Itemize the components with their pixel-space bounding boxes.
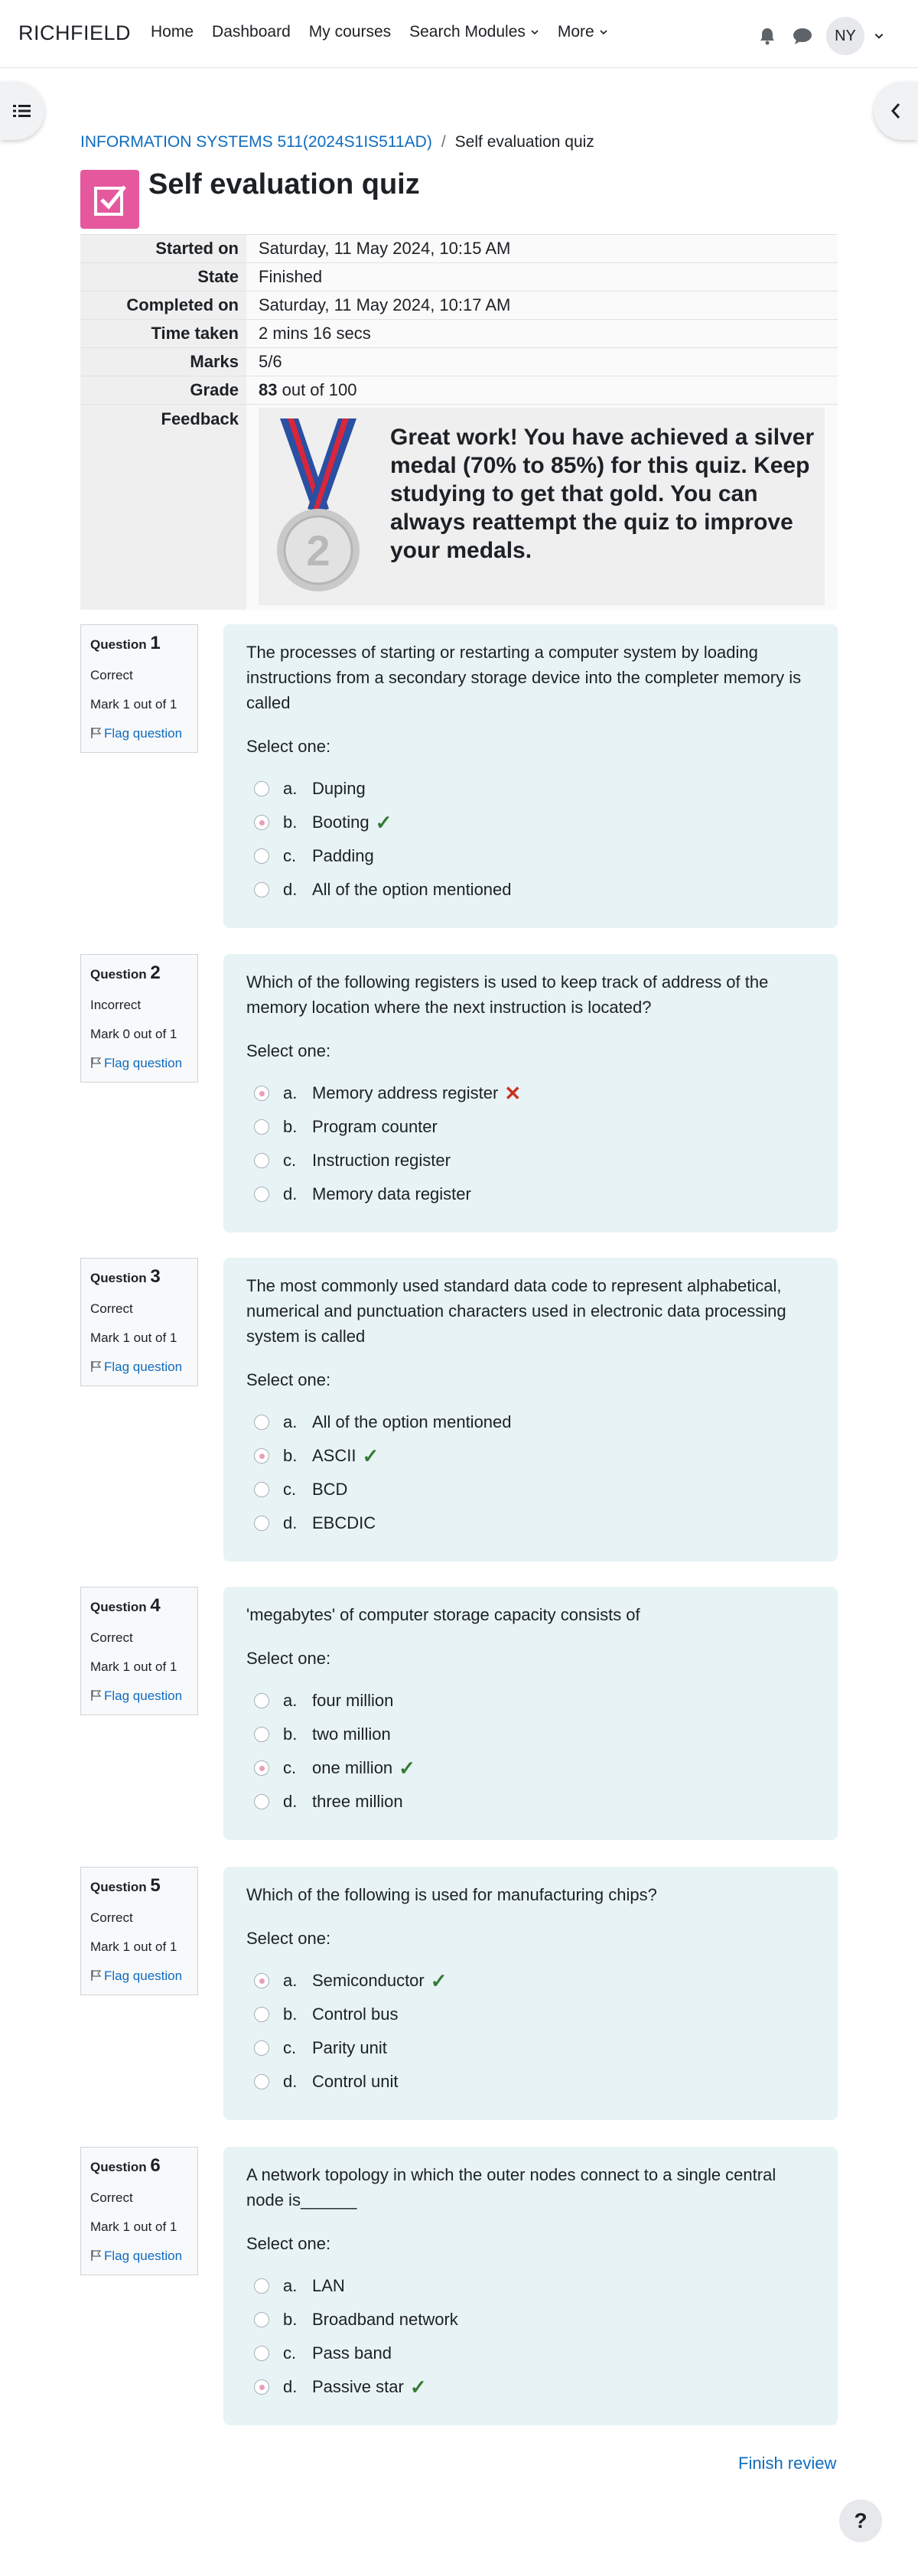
question-number: [90, 633, 190, 654]
answer-radio[interactable]: [254, 2007, 269, 2022]
answer-letter: d.: [283, 1513, 298, 1532]
correct-check-icon: ✓: [362, 1444, 379, 1467]
summary-row-completed: [80, 291, 838, 320]
question-info-4: [80, 1587, 198, 1715]
question-text: Which of the following is used for manufacturing chips?: [246, 1885, 657, 1904]
select-one-prompt: Select one:: [246, 1041, 331, 1060]
marks-value: 5/6: [246, 348, 838, 376]
answer-text: Semiconductor: [312, 1971, 425, 1990]
question-content-2: [223, 954, 838, 1233]
answer-option[interactable]: [246, 2269, 815, 2303]
breadcrumb: [80, 133, 594, 151]
answer-option[interactable]: [246, 1177, 815, 1211]
answer-radio[interactable]: [254, 1727, 269, 1742]
answer-letter: a.: [283, 1691, 298, 1710]
question-state: Correct: [90, 1301, 133, 1316]
flag-icon: [90, 1360, 103, 1373]
answer-letter: a.: [283, 1971, 298, 1990]
chevron-down-icon: [530, 28, 539, 37]
answer-text: Control unit: [312, 2072, 399, 2091]
answer-radio[interactable]: [254, 1482, 269, 1497]
nav-search-modules-label: Search Modules: [409, 23, 526, 41]
correct-check-icon: ✓: [375, 810, 392, 834]
breadcrumb-separator: /: [441, 133, 446, 151]
summary-row-grade: [80, 376, 838, 405]
nav-my-courses-label: My courses: [308, 23, 392, 41]
answer-text: two million: [312, 1724, 391, 1744]
summary-row-started: [80, 235, 838, 263]
answer-radio-selected[interactable]: [254, 1086, 269, 1101]
answer-radio[interactable]: [254, 882, 269, 897]
answer-radio[interactable]: [254, 1119, 269, 1135]
answer-text: Broadband network: [312, 2310, 458, 2329]
answer-text: Duping: [312, 779, 366, 798]
question-label: Question: [90, 2160, 147, 2174]
answer-option[interactable]: [246, 1110, 815, 1144]
question-mark: Mark 1 out of 1: [90, 1330, 177, 1345]
answer-radio[interactable]: [254, 1187, 269, 1202]
list-icon: [13, 103, 31, 119]
answer-letter: d.: [283, 880, 298, 899]
answer-radio[interactable]: [254, 2346, 269, 2361]
answer-text: four million: [312, 1691, 394, 1710]
flag-question-link[interactable]: [90, 2247, 190, 2265]
summary-row-time: [80, 320, 838, 348]
answer-radio[interactable]: [254, 2312, 269, 2327]
correct-check-icon: ✓: [409, 2375, 427, 2399]
question-label: Question: [90, 1600, 147, 1614]
question-number-value: 1: [150, 633, 161, 653]
question-mark: Mark 1 out of 1: [90, 1939, 177, 1954]
user-area: [756, 17, 884, 55]
question-info-2: [80, 954, 198, 1083]
question-label: Question: [90, 1880, 147, 1894]
answer-text: Memory address register: [312, 1083, 499, 1102]
flag-question-link[interactable]: [90, 725, 190, 743]
answer-text: Parity unit: [312, 2038, 387, 2057]
course-index-toggle[interactable]: [0, 82, 44, 140]
answer-text: EBCDIC: [312, 1513, 376, 1532]
flag-icon: [90, 1969, 103, 1982]
answer-option[interactable]: [246, 839, 815, 873]
question-text: The processes of starting or restarting a computer system by loading instructions from a secondary storage device into the completer memory is called: [246, 643, 802, 712]
question-number-value: 5: [150, 1875, 161, 1896]
answer-option[interactable]: [246, 2031, 815, 2065]
answer-radio-selected[interactable]: [254, 2379, 269, 2395]
answer-letter: d.: [283, 1184, 298, 1203]
answer-text: one million: [312, 1758, 393, 1777]
answer-option[interactable]: [246, 1718, 815, 1751]
flag-question-label: Flag question: [104, 1056, 183, 1070]
grade-out-of: out of 100: [277, 380, 357, 399]
answer-text: Control bus: [312, 2004, 399, 2024]
question-text: Which of the following registers is used to keep track of address of the memory location where the next instruction is located?: [246, 972, 769, 1017]
answer-letter: c.: [283, 2343, 297, 2363]
answer-text: three million: [312, 1792, 403, 1811]
question-text: 'megabytes' of computer storage capacity consists of: [246, 1605, 640, 1624]
answer-letter: b.: [283, 2310, 298, 2329]
answer-text: Pass band: [312, 2343, 392, 2363]
answer-option[interactable]: [246, 1076, 815, 1110]
answer-radio[interactable]: [254, 1153, 269, 1168]
select-one-prompt: Select one:: [246, 737, 331, 756]
question-info-3: [80, 1258, 198, 1386]
answer-option[interactable]: [246, 2303, 815, 2337]
nav-dashboard-label: Dashboard: [212, 23, 291, 41]
answer-option[interactable]: [246, 2337, 815, 2370]
answer-option[interactable]: [246, 2370, 815, 2404]
silver-medal-icon: [272, 418, 364, 596]
answer-option[interactable]: [246, 1405, 815, 1439]
answer-letter: c.: [283, 2038, 297, 2057]
question-label: Question: [90, 637, 147, 652]
breadcrumb-course-link[interactable]: INFORMATION SYSTEMS 511(2024S1IS511AD): [80, 133, 432, 151]
medal-number: 2: [306, 526, 330, 575]
answer-option[interactable]: [246, 1506, 815, 1540]
messages-chat-icon[interactable]: [791, 24, 814, 47]
answer-radio[interactable]: [254, 2040, 269, 2056]
help-button[interactable]: ?: [839, 2499, 882, 2542]
completed-label: Completed on: [80, 291, 246, 320]
question-content-3: [223, 1258, 838, 1562]
answer-option[interactable]: [246, 1144, 815, 1177]
answer-text: Program counter: [312, 1117, 438, 1136]
answer-letter: b.: [283, 1446, 298, 1465]
question-mark: Mark 0 out of 1: [90, 1027, 177, 1041]
answer-letter: b.: [283, 2004, 298, 2024]
select-one-prompt: Select one:: [246, 2234, 331, 2253]
nav-more-label: More: [557, 23, 594, 41]
question-state: Correct: [90, 668, 133, 682]
correct-check-icon: ✓: [399, 1756, 415, 1780]
incorrect-cross-icon: ✕: [504, 1081, 522, 1105]
answer-letter: a.: [283, 1083, 298, 1102]
time-value: 2 mins 16 secs: [246, 320, 838, 348]
chevron-left-icon: [889, 102, 903, 120]
answer-letter: d.: [283, 2377, 298, 2396]
primary-navigation: [151, 23, 627, 41]
question-text: The most commonly used standard data code to represent alphabetical, numerical and punctuation characters used in electronic data processing system is called: [246, 1276, 786, 1346]
question-number: [90, 1266, 190, 1288]
site-brand[interactable]: RICHFIELD: [18, 21, 132, 44]
nav-search-modules[interactable]: [409, 23, 539, 41]
nav-dashboard[interactable]: [212, 23, 291, 41]
user-avatar[interactable]: NY: [826, 17, 864, 55]
answer-option[interactable]: [246, 1684, 815, 1718]
question-number: [90, 2155, 190, 2177]
answer-option[interactable]: [246, 2065, 815, 2099]
answer-option[interactable]: [246, 1439, 815, 1473]
answer-radio[interactable]: [254, 2278, 269, 2294]
flag-question-label: Flag question: [104, 2249, 183, 2263]
answer-letter: a.: [283, 779, 298, 798]
completed-value: Saturday, 11 May 2024, 10:17 AM: [246, 291, 838, 320]
answer-option[interactable]: [246, 772, 815, 806]
answer-option[interactable]: [246, 1964, 815, 1998]
answer-letter: c.: [283, 846, 297, 865]
question-mark: Mark 1 out of 1: [90, 697, 177, 712]
select-one-prompt: Select one:: [246, 1370, 331, 1389]
attempt-summary-table: [80, 234, 838, 610]
summary-row-marks: [80, 348, 838, 376]
question-state: Correct: [90, 1910, 133, 1925]
chevron-down-icon[interactable]: [874, 31, 884, 41]
flag-icon: [90, 1689, 103, 1702]
flag-question-label: Flag question: [104, 726, 183, 741]
flag-question-link[interactable]: [90, 1054, 190, 1073]
question-content-1: [223, 624, 838, 928]
question-number: [90, 962, 190, 984]
answer-text: LAN: [312, 2276, 345, 2295]
question-number-value: 4: [150, 1595, 161, 1616]
answer-radio[interactable]: [254, 781, 269, 796]
answer-letter: a.: [283, 1412, 298, 1431]
feedback-box: [259, 408, 825, 605]
answer-radio-selected[interactable]: [254, 1973, 269, 1988]
grade-score: 83: [259, 380, 278, 399]
feedback-message: Great work! You have achieved a silver medal (70% to 85%) for this quiz. Keep studying to get that gold. You can always reattempt the quiz to improve your medals.: [390, 425, 815, 563]
answer-letter: d.: [283, 1792, 298, 1811]
answer-radio-selected[interactable]: [254, 815, 269, 830]
flag-question-label: Flag question: [104, 1969, 183, 1983]
grade-label: Grade: [80, 376, 246, 405]
page-title: Self evaluation quiz: [148, 168, 420, 200]
answer-letter: b.: [283, 813, 298, 832]
answer-radio[interactable]: [254, 2074, 269, 2089]
question-content-4: [223, 1587, 838, 1840]
started-label: Started on: [80, 235, 246, 263]
flag-icon: [90, 727, 103, 739]
question-label: Question: [90, 1271, 147, 1285]
answer-text: ASCII: [312, 1446, 356, 1465]
nav-home[interactable]: [151, 23, 194, 41]
grade-value: [246, 376, 838, 405]
answer-radio-selected[interactable]: [254, 1448, 269, 1464]
question-text: A network topology in which the outer nodes connect to a single central node is______: [246, 2165, 776, 2210]
answer-text: All of the option mentioned: [312, 880, 512, 899]
answer-radio[interactable]: [254, 1415, 269, 1430]
question-number: [90, 1875, 190, 1897]
summary-row-state: [80, 263, 838, 291]
quiz-checkbox-icon: [80, 170, 139, 229]
question-mark: Mark 1 out of 1: [90, 1659, 177, 1674]
answer-option[interactable]: [246, 1998, 815, 2031]
answer-letter: c.: [283, 1480, 297, 1499]
flag-icon: [90, 2249, 103, 2262]
answer-text: Booting: [312, 813, 369, 832]
answer-radio-selected[interactable]: [254, 1760, 269, 1776]
nav-my-courses[interactable]: [309, 23, 391, 41]
question-state: Incorrect: [90, 998, 142, 1012]
flag-question-label: Flag question: [104, 1360, 183, 1374]
question-state: Correct: [90, 2190, 133, 2205]
question-number-value: 3: [150, 1266, 161, 1287]
select-one-prompt: Select one:: [246, 1929, 331, 1948]
answer-option[interactable]: [246, 806, 815, 839]
answer-radio[interactable]: [254, 1693, 269, 1708]
answer-text: Instruction register: [312, 1151, 451, 1170]
nav-more[interactable]: [558, 23, 608, 41]
question-info-6: [80, 2147, 198, 2275]
answer-letter: d.: [283, 2072, 298, 2091]
flag-question-link[interactable]: [90, 1358, 190, 1376]
answer-letter: c.: [283, 1758, 297, 1777]
state-label: State: [80, 263, 246, 291]
flag-question-link[interactable]: [90, 1967, 190, 1985]
question-info-1: [80, 624, 198, 753]
question-content-6: [223, 2147, 838, 2425]
notifications-bell-icon[interactable]: [756, 24, 779, 47]
answer-option[interactable]: [246, 1751, 815, 1785]
question-number: [90, 1595, 190, 1617]
question-number-value: 2: [150, 962, 161, 983]
answer-option[interactable]: [246, 1785, 815, 1819]
answer-letter: b.: [283, 1117, 298, 1136]
answer-text: BCD: [312, 1480, 348, 1499]
answer-text: Memory data register: [312, 1184, 471, 1203]
question-mark: Mark 1 out of 1: [90, 2219, 177, 2234]
answer-radio[interactable]: [254, 1516, 269, 1531]
answer-letter: b.: [283, 1724, 298, 1744]
state-value: Finished: [246, 263, 838, 291]
answer-option[interactable]: [246, 1473, 815, 1506]
answer-letter: c.: [283, 1151, 297, 1170]
breadcrumb-current: Self evaluation quiz: [454, 133, 594, 151]
answer-radio[interactable]: [254, 848, 269, 864]
answer-option[interactable]: [246, 873, 815, 907]
answer-text: Passive star: [312, 2377, 404, 2396]
block-drawer-toggle[interactable]: [874, 82, 918, 140]
chevron-down-icon: [599, 28, 608, 37]
feedback-label: Feedback: [80, 405, 246, 610]
answer-letter: a.: [283, 2276, 298, 2295]
flag-question-label: Flag question: [104, 1689, 183, 1703]
started-value: Saturday, 11 May 2024, 10:15 AM: [246, 235, 838, 263]
select-one-prompt: Select one:: [246, 1649, 331, 1668]
feedback-cell: [246, 405, 838, 610]
question-content-5: [223, 1867, 838, 2120]
time-label: Time taken: [80, 320, 246, 348]
answer-text: Padding: [312, 846, 374, 865]
top-navbar: [0, 0, 918, 68]
summary-row-feedback: [80, 405, 838, 610]
finish-review-link[interactable]: Finish review: [738, 2454, 837, 2473]
nav-home-label: Home: [151, 23, 194, 41]
marks-label: Marks: [80, 348, 246, 376]
question-state: Correct: [90, 1630, 133, 1645]
question-label: Question: [90, 967, 147, 982]
correct-check-icon: ✓: [430, 1969, 448, 1992]
answer-text: All of the option mentioned: [312, 1412, 512, 1431]
question-number-value: 6: [150, 2155, 161, 2176]
flag-question-link[interactable]: [90, 1687, 190, 1705]
answer-radio[interactable]: [254, 1794, 269, 1809]
question-info-5: [80, 1867, 198, 1995]
flag-icon: [90, 1057, 103, 1069]
